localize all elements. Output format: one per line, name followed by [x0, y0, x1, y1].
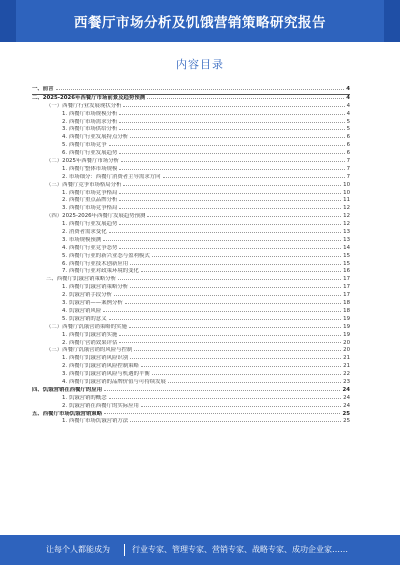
toc-leader-dots	[118, 278, 341, 280]
toc-entry-page: 7	[346, 173, 350, 180]
toc-leader-dots	[147, 97, 344, 99]
toc-leader-dots	[119, 113, 344, 115]
toc-entry[interactable]	[32, 111, 350, 119]
toc-entry-page: 4	[346, 110, 350, 117]
toc-entry[interactable]	[32, 411, 350, 419]
toc-heading: 内容目录	[176, 58, 224, 71]
toc-entry-page: 7	[346, 158, 350, 165]
toc-entry-label: 2. 饥饿营销手段分析	[62, 292, 112, 299]
toc-entry[interactable]	[32, 150, 350, 158]
toc-leader-dots	[119, 223, 341, 225]
toc-entry-label: 1. 饥饿营销的概念	[62, 394, 107, 401]
toc-entry[interactable]	[32, 355, 350, 363]
toc-entry[interactable]	[32, 379, 350, 387]
toc-leader-dots	[109, 144, 345, 146]
toc-entry-label: （三）西餐厅竞争市场格局分析	[46, 181, 122, 188]
toc-entry[interactable]	[32, 395, 350, 403]
toc-entry-page: 19	[343, 323, 350, 330]
toc-entry-label: 2. 西餐厅重点品牌分析	[62, 197, 118, 204]
toc-entry-page: 17	[343, 292, 350, 299]
toc-entry[interactable]	[32, 253, 350, 261]
toc-leader-dots	[123, 184, 341, 186]
toc-leader-dots	[134, 349, 341, 351]
toc-entry[interactable]	[32, 324, 350, 332]
toc-leader-dots	[152, 255, 341, 257]
toc-leader-dots	[130, 136, 344, 138]
toc-leader-dots	[56, 88, 345, 90]
toc-entry-page: 25	[342, 410, 350, 417]
toc-leader-dots	[130, 357, 341, 359]
toc-entry-label: 1. 西餐厅市场饥饿营销方法	[62, 418, 129, 425]
toc-leader-dots	[147, 215, 341, 217]
toc-leader-dots	[109, 397, 342, 399]
toc-entry-label: 3. 市场规模预测	[62, 236, 102, 243]
toc-leader-dots	[141, 270, 341, 272]
toc-entry-page: 6	[346, 134, 350, 141]
toc-leader-dots	[104, 412, 340, 414]
toc-entry-page: 4	[346, 86, 350, 92]
toc-leader-dots	[129, 326, 341, 328]
toc-entry-label: 四、饥饿营销在西餐厅的应用	[32, 386, 103, 393]
toc-leader-dots	[168, 381, 341, 383]
toc-entry[interactable]	[32, 245, 350, 253]
toc-leader-dots	[104, 389, 340, 391]
toc-entry[interactable]	[32, 284, 350, 292]
toc-entry-page: 18	[343, 307, 350, 314]
toc-entry[interactable]	[32, 292, 350, 300]
header-edge-right	[384, 0, 400, 42]
toc-entry[interactable]	[32, 403, 350, 411]
toc-entry-page: 10	[343, 189, 350, 196]
toc-entry-page: 12	[343, 221, 350, 228]
toc-entry-label: 7. 西餐厅行业对政策环境的变化	[62, 268, 139, 275]
toc-entry-page: 24	[343, 394, 350, 401]
toc-entry-page: 5	[346, 118, 350, 125]
toc-entry-label: 5. 饥饿营销的意义	[62, 315, 107, 322]
toc-leader-dots	[109, 231, 342, 233]
toc-leader-dots	[123, 105, 344, 107]
toc-entry-label: 4. 西餐厅行业竞争态势	[62, 244, 118, 251]
toc-leader-dots	[125, 302, 341, 304]
toc-entry[interactable]	[32, 340, 350, 348]
toc-entry-label: 6. 西餐厅行业技术创新应用	[62, 260, 129, 267]
toc-entry-label: 2. 西餐厅饥饿营销风险控制策略	[62, 363, 139, 370]
toc-leader-dots	[121, 160, 345, 162]
footer-slogan: 让每个人都能成为	[46, 545, 110, 554]
toc-entry[interactable]	[32, 363, 350, 371]
toc-entry[interactable]	[32, 229, 350, 237]
toc-entry-label: 2. 西餐厅营销效果评估	[62, 339, 118, 346]
toc-entry[interactable]	[32, 300, 350, 308]
toc-entry[interactable]	[32, 221, 350, 229]
toc-leader-dots	[130, 263, 341, 265]
toc-leader-dots	[109, 318, 342, 320]
toc-leader-dots	[119, 121, 344, 123]
toc-entry-label: （三）西餐厅饥饿营销的风险与控制	[46, 347, 133, 354]
toc-leader-dots	[119, 341, 341, 343]
toc-entry[interactable]	[32, 268, 350, 276]
toc-leader-dots	[163, 176, 345, 178]
toc-entry-label: 5. 西餐厅行业的新兴业态与盈利模式	[62, 252, 150, 259]
toc-leader-dots	[119, 199, 341, 201]
toc-entry[interactable]	[32, 197, 350, 205]
footer-divider	[124, 544, 125, 556]
toc-entry-label: 1. 西餐厅市场竞争格局	[62, 189, 118, 196]
toc-entry-page: 24	[342, 386, 350, 393]
toc-entry[interactable]	[32, 174, 350, 182]
toc-entry-label: 3. 西餐厅饥饿营销风险与机遇的平衡	[62, 371, 150, 378]
page-header	[0, 0, 400, 42]
toc-entry-page: 20	[343, 347, 350, 354]
toc-entry-label: 2. 消费者需求变化	[62, 229, 107, 236]
toc-entry-page: 6	[346, 142, 350, 149]
toc-entry-page: 15	[343, 260, 350, 267]
toc-leader-dots	[103, 310, 341, 312]
toc-entry-page: 4	[346, 102, 350, 109]
toc-entry-page: 20	[343, 339, 350, 346]
toc-leader-dots	[141, 365, 341, 367]
toc-entry[interactable]	[32, 213, 350, 221]
toc-entry-label: （一）西餐厅行业发展现状分析	[46, 102, 122, 109]
toc-entry-page: 12	[343, 213, 350, 220]
toc-leader-dots	[119, 334, 341, 336]
toc-entry[interactable]	[32, 308, 350, 316]
toc-entry-page: 11	[343, 197, 350, 204]
toc-entry[interactable]	[32, 134, 350, 142]
toc-entry-page: 24	[343, 402, 350, 409]
toc-entry[interactable]	[32, 182, 350, 190]
toc-leader-dots	[130, 420, 341, 422]
toc-entry-page: 19	[343, 331, 350, 338]
toc-leader-dots	[119, 247, 341, 249]
report-title: 西餐厅市场分析及饥饿营销策略研究报告	[74, 15, 326, 31]
toc-entry-label: （二）2025年西餐厅市场分析	[46, 158, 120, 165]
toc-leader-dots	[141, 405, 341, 407]
toc-entry-label: 一、前言	[32, 86, 54, 92]
toc-entry[interactable]	[32, 190, 350, 198]
toc-entry-page: 17	[343, 276, 350, 283]
toc-entry-label: 1. 西餐厅行业发展趋势	[62, 221, 118, 228]
toc-entry[interactable]	[32, 103, 350, 111]
toc-entry-page: 21	[343, 363, 350, 370]
toc-leader-dots	[114, 294, 341, 296]
toc-entry-label: （四）2025-2026年西餐厅发展趋势预测	[46, 213, 146, 220]
toc-entry-page: 4	[346, 94, 350, 101]
toc-entry-label: 3. 西餐厅市场供给分析	[62, 126, 118, 133]
toc-entry-label: 2. 饥饿营销在西餐厅的实际应用	[62, 402, 139, 409]
toc-leader-dots	[119, 128, 344, 130]
toc-entry-page: 13	[343, 236, 350, 243]
toc-entry-page: 23	[343, 378, 350, 385]
toc-leader-dots	[130, 286, 341, 288]
toc-entry-label: 2. 市场细分：西餐厅消费者主导需求方向	[62, 173, 161, 180]
toc-entry-label: 3. 西餐厅市场竞争格局	[62, 205, 118, 212]
toc-entry[interactable]	[32, 142, 350, 150]
toc-entry[interactable]	[32, 205, 350, 213]
toc-entry[interactable]	[32, 119, 350, 127]
toc-leader-dots	[152, 373, 341, 375]
toc-entry-page: 15	[343, 252, 350, 259]
toc-leader-dots	[119, 168, 344, 170]
toc-entry-label: 1. 西餐厅市场规模分析	[62, 110, 118, 117]
toc-entry[interactable]	[32, 276, 350, 284]
footer-roles: 行业专家、管理专家、营销专家、战略专家、成功企业家……	[132, 545, 348, 554]
toc-entry[interactable]	[32, 158, 350, 166]
toc-entry-page: 25	[343, 418, 350, 425]
toc-leader-dots	[119, 192, 341, 194]
toc-entry-label: 1. 西餐厅饥饿营销风险识别	[62, 355, 129, 362]
toc-entry-label: 1. 西餐厅整体市场规模	[62, 165, 118, 172]
toc-leader-dots	[103, 239, 341, 241]
toc-entry[interactable]	[32, 94, 350, 103]
toc-entry-label: 3. 饥饿营销——案例分析	[62, 300, 123, 307]
toc-entry[interactable]	[32, 126, 350, 134]
toc-entry-label: 2. 西餐厅市场需求分析	[62, 118, 118, 125]
toc-entry[interactable]	[32, 86, 350, 94]
toc-entry-label: 三、西餐厅饥饿营销策略分析	[46, 276, 117, 283]
toc-entry-label: 五、西餐厅市场饥饿营销策略	[32, 410, 103, 417]
toc-entry-label: 二、2025-2026年西餐厅市场前景及趋势预测	[32, 94, 146, 101]
toc-entry-label: （二）西餐厅饥饿营销策略的实施	[46, 323, 127, 330]
toc-leader-dots	[119, 207, 341, 209]
toc-entry-label: 4. 饥饿营销风险	[62, 307, 102, 314]
toc-leader-dots	[119, 152, 344, 154]
toc-entry-page: 18	[343, 300, 350, 307]
toc-entry-page: 16	[343, 268, 350, 275]
toc-entry-label: 4. 西餐厅饥饿营销的品牌价值与可持续发展	[62, 378, 166, 385]
toc-entry[interactable]	[32, 237, 350, 245]
toc-entry[interactable]	[32, 347, 350, 355]
toc-entry-page: 12	[343, 205, 350, 212]
page-footer	[0, 535, 400, 565]
toc-entry[interactable]	[32, 387, 350, 395]
toc-entry-page: 22	[343, 371, 350, 378]
toc-entry[interactable]	[32, 332, 350, 340]
toc-entry-page: 14	[343, 244, 350, 251]
toc-entry-page: 6	[346, 150, 350, 157]
toc-entry-label: 4. 西餐厅行业发展特点分析	[62, 134, 129, 141]
toc-entry[interactable]	[32, 166, 350, 174]
toc-entry-page: 10	[343, 181, 350, 188]
table-of-contents	[32, 86, 350, 426]
toc-entry[interactable]	[32, 418, 350, 426]
toc-entry-page: 21	[343, 355, 350, 362]
toc-entry[interactable]	[32, 316, 350, 324]
toc-entry-page: 7	[346, 165, 350, 172]
toc-entry[interactable]	[32, 371, 350, 379]
toc-entry-page: 17	[343, 284, 350, 291]
toc-entry-label: 5. 西餐厅市场竞争	[62, 142, 107, 149]
toc-entry-label: 1. 西餐厅饥饿营销策略分析	[62, 284, 129, 291]
toc-entry-label: 6. 西餐厅行业发展趋势	[62, 150, 118, 157]
toc-entry-label: 1. 西餐厅饥饿营销实施	[62, 331, 118, 338]
toc-entry-page: 19	[343, 315, 350, 322]
toc-entry-page: 13	[343, 229, 350, 236]
toc-entry[interactable]	[32, 261, 350, 269]
toc-entry-page: 5	[346, 126, 350, 133]
